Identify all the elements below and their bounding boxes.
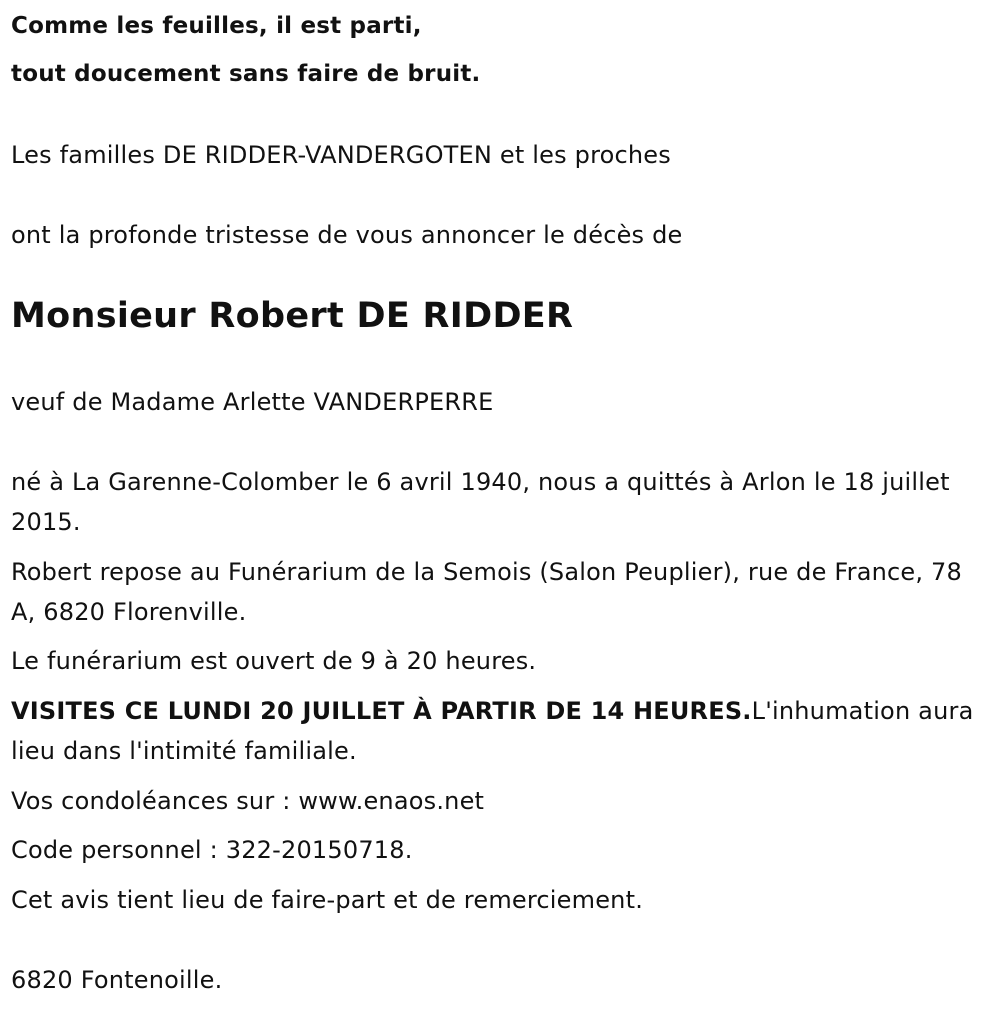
visits-announcement: VISITES CE LUNDI 20 JUILLET À PARTIR DE 14 HEURES. [11,697,752,725]
notice-note-line: Cet avis tient lieu de faire-part et de remerciement. [11,886,644,914]
personal-code-line: Code personnel : 322-20150718. [11,836,413,864]
condolences-line: Vos condoléances sur : www.enaos.net [11,787,485,815]
birth-death-paragraph: né à La Garenne-Colomber le 6 avril 1940, nous a quittés à Arlon le 18 juillet 2015. [11,468,950,536]
epigraph-line-2: tout doucement sans faire de bruit. [11,61,481,87]
epigraph-line-1: Comme les feuilles, il est parti, [11,13,422,39]
burial-text: L'inhumation aura lieu dans l'intimité familiale. [11,697,974,765]
families-line: Les familles DE RIDDER-VANDERGOTEN et les proches [11,141,671,169]
visits-paragraph [11,691,986,771]
widower-line: veuf de Madame Arlette VANDERPERRE [11,388,494,416]
opening-hours-line: Le funérarium est ouvert de 9 à 20 heures. [11,647,537,675]
deceased-name: Monsieur Robert DE RIDDER [11,296,574,336]
announcement-line: ont la profonde tristesse de vous annoncer le décès de [11,221,683,249]
locality-line: 6820 Fontenoille. [11,966,223,994]
rest-place-paragraph: Robert repose au Funérarium de la Semois (Salon Peuplier), rue de France, 78 A, 6820 Florenville. [11,558,962,626]
